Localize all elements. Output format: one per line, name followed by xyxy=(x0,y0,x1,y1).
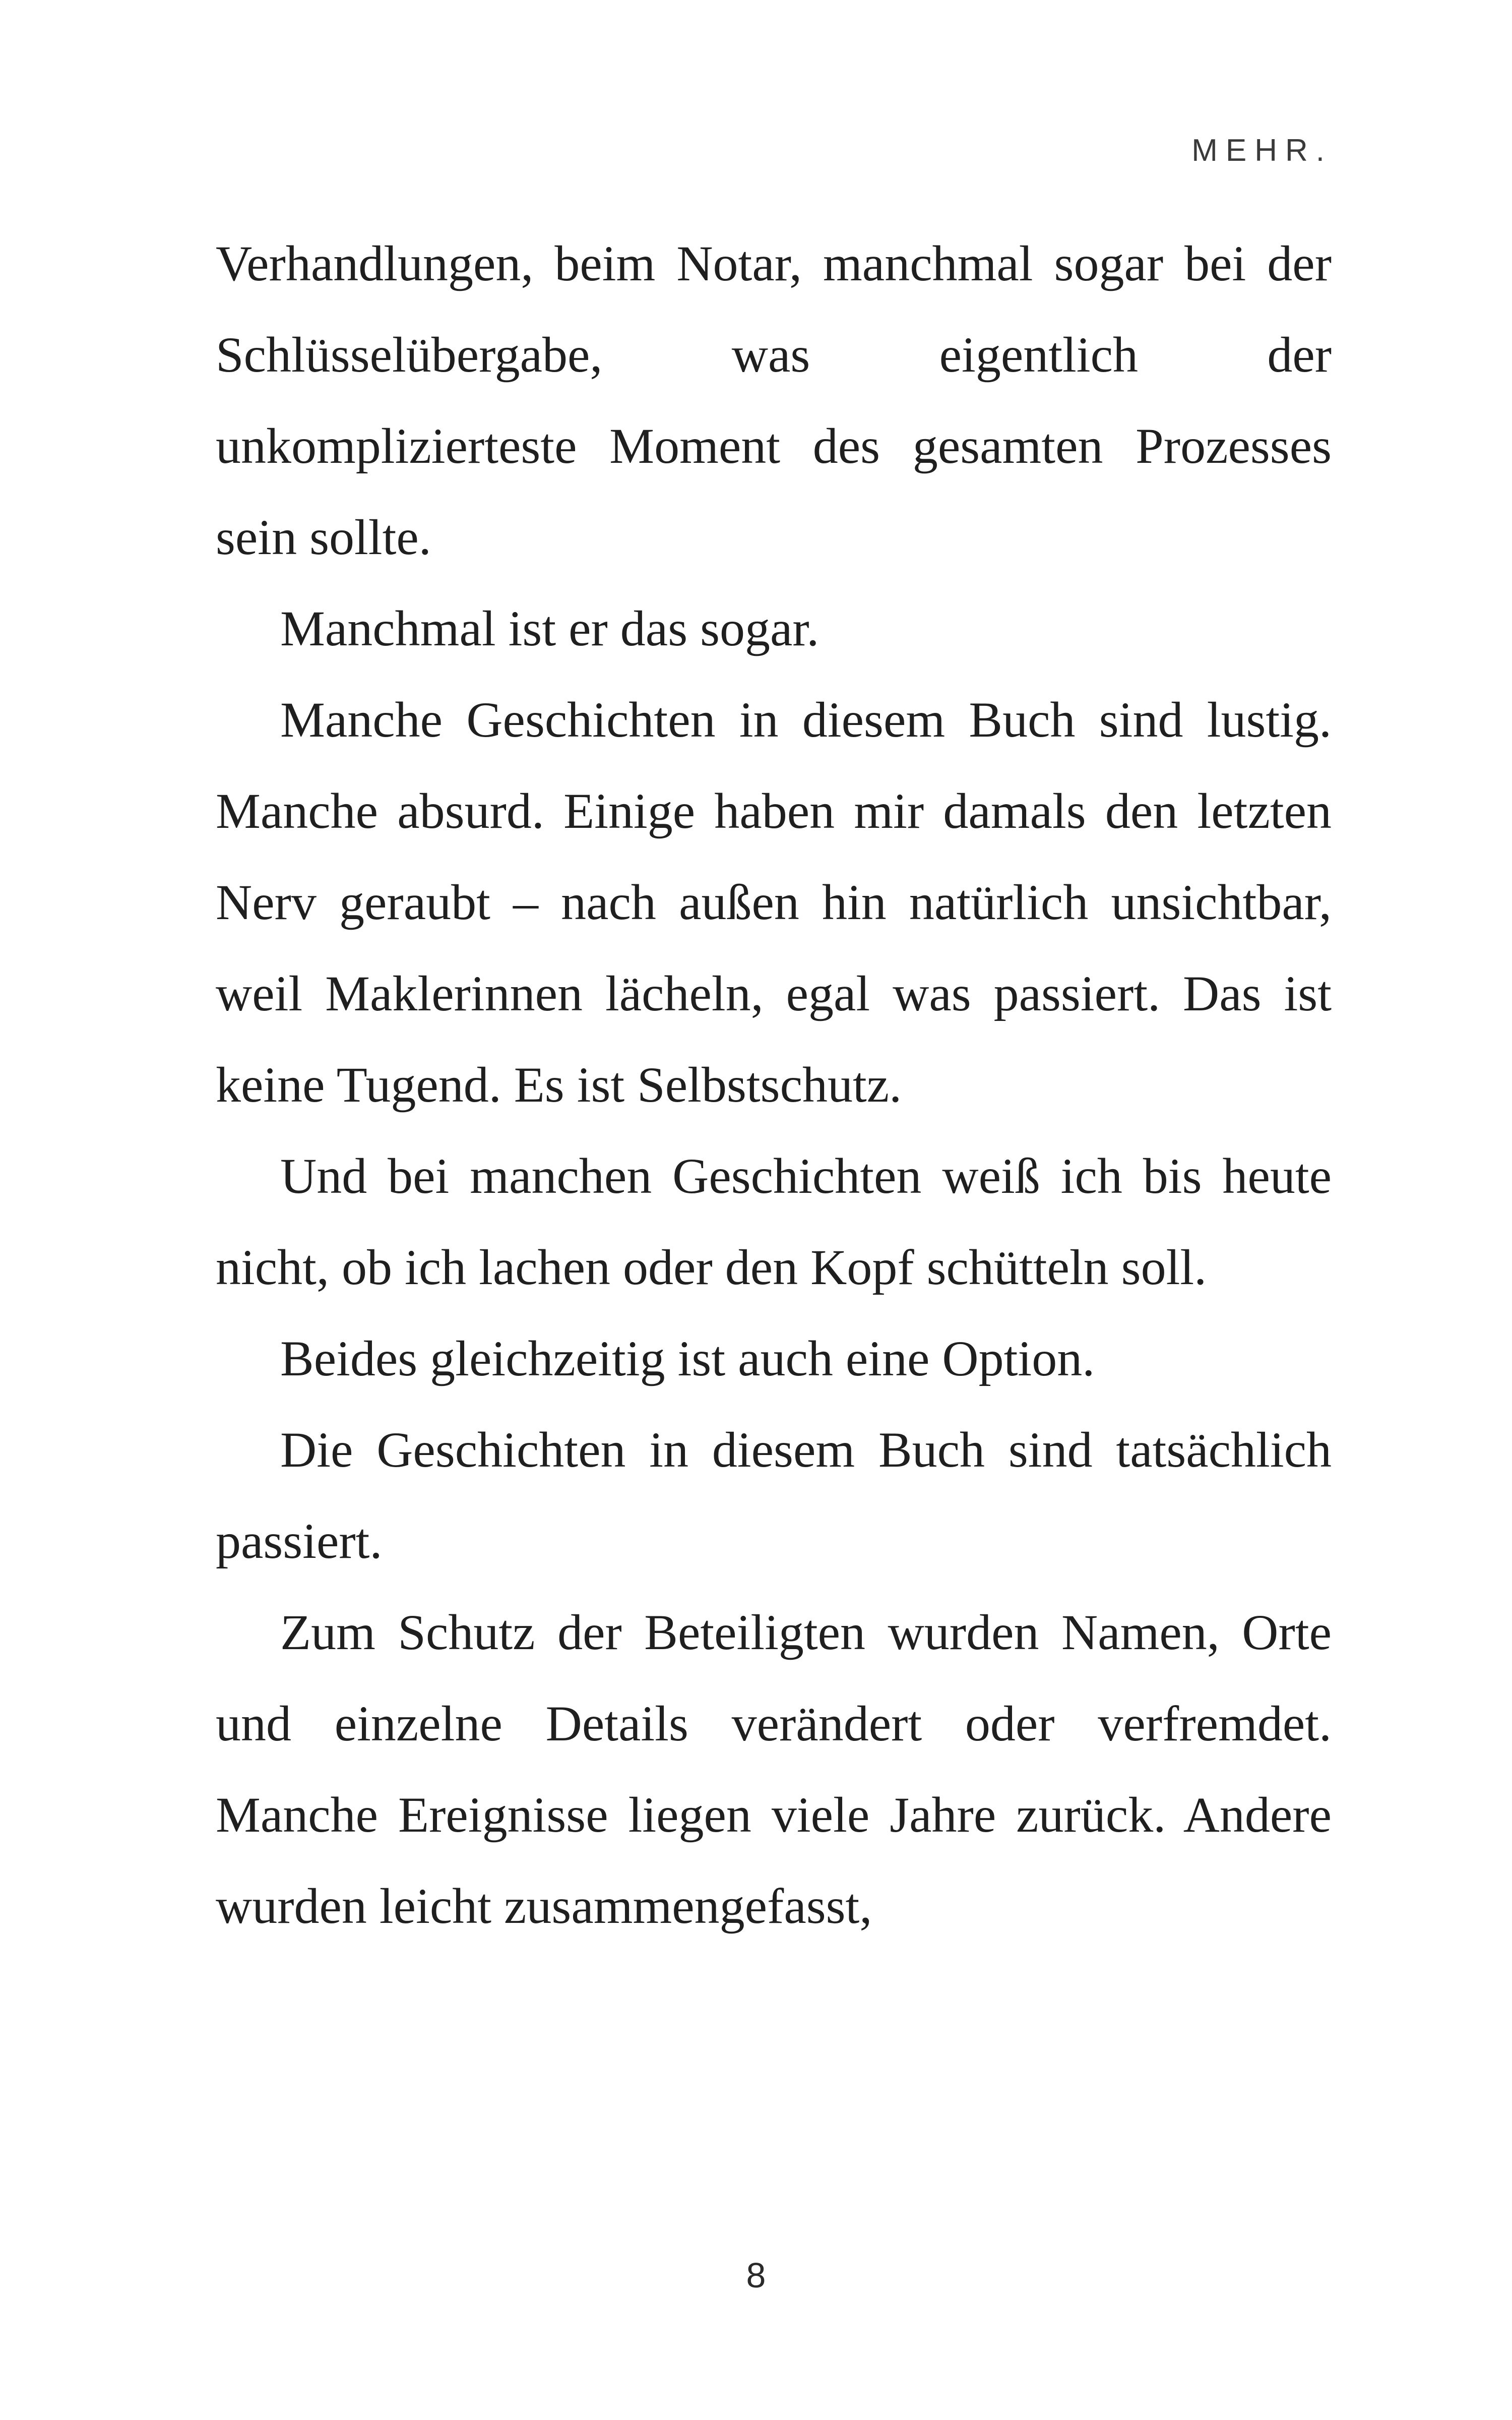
paragraph: Manche Geschichten in diesem Buch sind lustig. Manche absurd. Einige haben mir damals den letzten Nerv geraubt – nach außen hin natürlich unsichtbar, weil Maklerinnen lächeln, egal was passiert. Das ist keine Tugend. Es ist Selbstschutz. xyxy=(216,692,1332,1113)
paragraph: Die Geschichten in diesem Buch sind tatsächlich passiert. xyxy=(216,1422,1332,1569)
paragraph-continued: Verhandlungen, beim Notar, manchmal sogar bei der Schlüsselübergabe, was eigentlich der unkomplizierteste Moment des gesamten Prozesses sein sollte. xyxy=(216,235,1332,565)
paragraph: Manchmal ist er das sogar. xyxy=(280,600,820,656)
running-header: MEHR. xyxy=(1191,133,1333,168)
paragraph: Beides gleichzeitig ist auch eine Option. xyxy=(280,1330,1095,1386)
paragraph: Zum Schutz der Beteiligten wurden Namen, Orte und einzelne Details verändert oder verfremdet. Manche Ereignisse liegen viele Jahre zurück. Andere wurden leicht zusammengefasst, xyxy=(216,1604,1332,1934)
page-number: 8 xyxy=(746,2256,766,2295)
paragraph: Und bei manchen Geschichten weiß ich bis heute nicht, ob ich lachen oder den Kopf schütteln soll. xyxy=(216,1148,1332,1295)
body-text xyxy=(216,218,1332,1952)
